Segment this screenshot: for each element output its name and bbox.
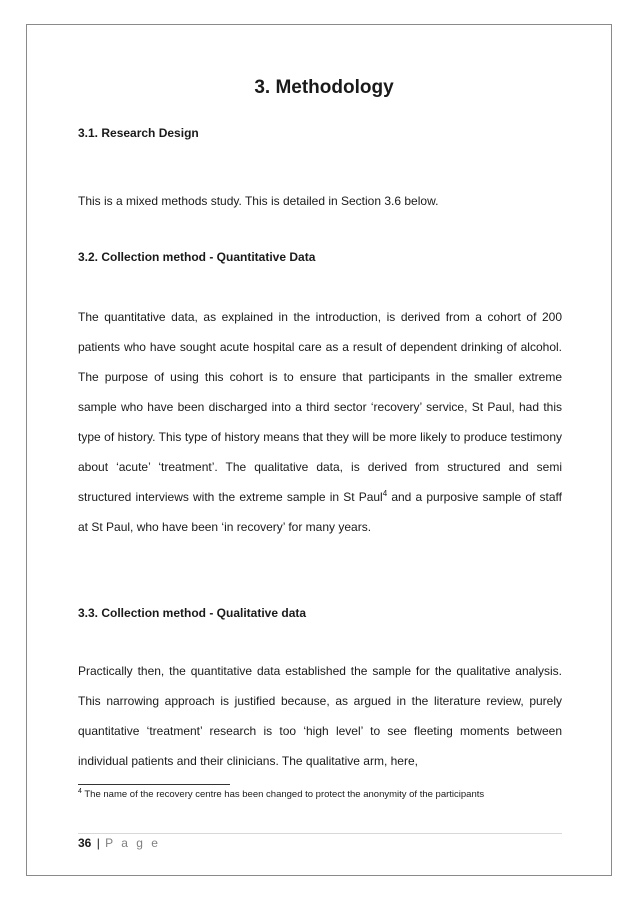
page-title: 3. Methodology — [254, 77, 394, 98]
paragraph-text: The quantitative data, as explained in the introduction, is derived from a cohort of 200 patients who have sought acute hospital care as a result of dependent drinking of alcohol. The purpose of using this cohort is to ensure that participants in the smaller extreme sample who have been discharged into a third sector ‘recovery’ service, St Paul, had this type of history. This type of history means that they will be more likely to produce testimony about ‘acute’ ‘treatment’. The qualitative data, is derived from structured and semi structured interviews with the extreme sample in St Paul — [78, 310, 562, 504]
section-paragraph-qualitative: Practically then, the quantitative data established the sample for the qualitative analysis. This narrowing approach is justified because, as argued in the literature review, purely quantitative ‘treatment’ research is too ‘high level’ to see fleeting moments between individual patients and their clinicians. The qualitative arm, here, — [78, 664, 562, 768]
page-label: P a g e — [105, 836, 161, 850]
page-number: 36 — [78, 836, 92, 850]
document-body — [78, 76, 562, 768]
footnote — [78, 789, 484, 801]
footer-divider — [78, 833, 562, 834]
footnote-text: The name of the recovery centre has been changed to protect the anonymity of the participants — [81, 789, 485, 800]
footer-separator: | — [96, 836, 100, 850]
paragraph-text-continued: and a purposive sample of staff at St Paul, who have been ‘in recovery’ for many years. — [78, 490, 562, 534]
page-footer — [78, 836, 160, 850]
section-heading-research-design: 3.1. Research Design — [78, 126, 199, 140]
section-paragraph-research-design: This is a mixed methods study. This is detailed in Section 3.6 below. — [78, 194, 439, 208]
section-heading-quantitative: 3.2. Collection method - Quantitative Data — [78, 250, 316, 264]
footnote-divider — [78, 784, 230, 785]
section-heading-qualitative: 3.3. Collection method - Qualitative data — [78, 606, 307, 620]
footnote-reference: 4 — [382, 489, 388, 498]
section-paragraph-quantitative — [78, 302, 562, 542]
footnote-number: 4 — [78, 787, 82, 795]
